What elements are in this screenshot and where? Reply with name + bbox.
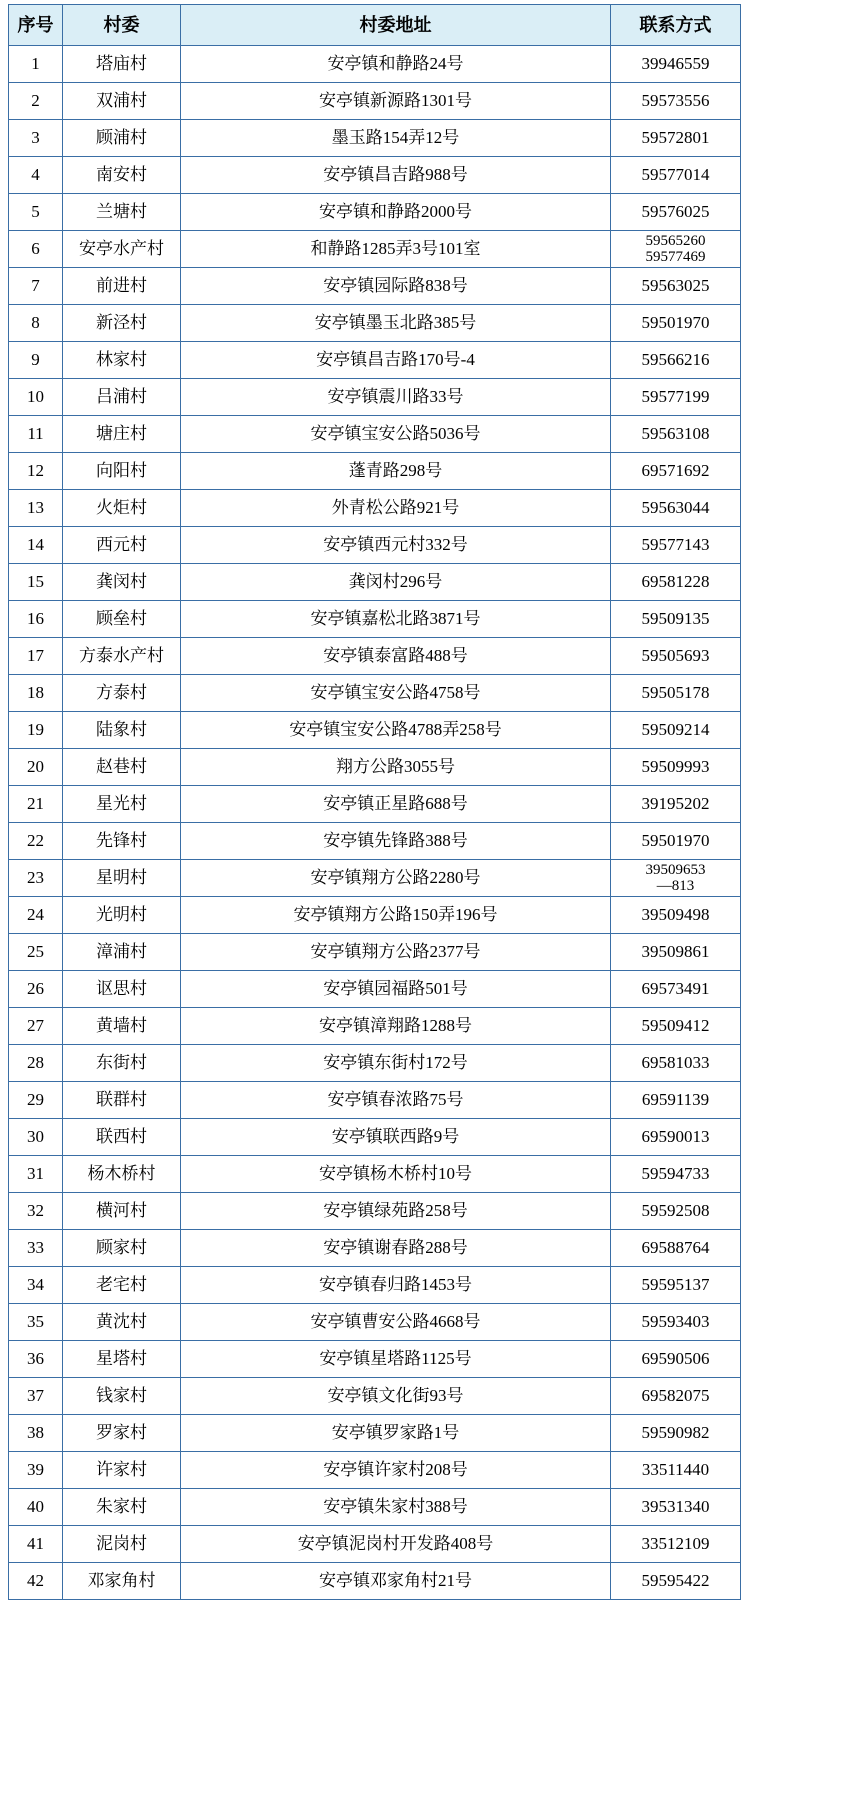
cell-village-address: 安亭镇文化街93号 — [181, 1378, 611, 1415]
cell-contact-phone: 59505178 — [611, 675, 741, 712]
cell-index: 25 — [9, 934, 63, 971]
cell-index: 2 — [9, 83, 63, 120]
cell-index: 10 — [9, 379, 63, 416]
cell-village-address: 安亭镇绿苑路258号 — [181, 1193, 611, 1230]
cell-contact-phone: 69591139 — [611, 1082, 741, 1119]
cell-village-address: 安亭镇邓家角村21号 — [181, 1563, 611, 1600]
cell-contact-phone: 59577199 — [611, 379, 741, 416]
phone-line: 59577469 — [645, 249, 706, 265]
cell-village-name: 联西村 — [63, 1119, 181, 1156]
cell-village-name: 顾家村 — [63, 1230, 181, 1267]
cell-village-name: 赵巷村 — [63, 749, 181, 786]
table-row — [9, 860, 741, 897]
cell-index: 16 — [9, 601, 63, 638]
table-row — [9, 342, 741, 379]
cell-village-name: 方泰村 — [63, 675, 181, 712]
phone-line: 39509653 — [645, 861, 706, 878]
table-row — [9, 157, 741, 194]
cell-village-name: 朱家村 — [63, 1489, 181, 1526]
cell-village-address: 安亭镇罗家路1号 — [181, 1415, 611, 1452]
cell-village-name: 东街村 — [63, 1045, 181, 1082]
table-row — [9, 1452, 741, 1489]
cell-village-name: 先锋村 — [63, 823, 181, 860]
cell-index: 22 — [9, 823, 63, 860]
cell-village-name: 兰塘村 — [63, 194, 181, 231]
table-body — [9, 46, 741, 1600]
cell-index: 18 — [9, 675, 63, 712]
cell-index: 15 — [9, 564, 63, 601]
cell-village-address: 安亭镇昌吉路170号-4 — [181, 342, 611, 379]
table-row — [9, 83, 741, 120]
cell-contact-phone — [611, 231, 741, 268]
cell-village-address: 安亭镇泥岗村开发路408号 — [181, 1526, 611, 1563]
table-row — [9, 1045, 741, 1082]
cell-village-name: 新泾村 — [63, 305, 181, 342]
cell-village-address: 安亭镇东街村172号 — [181, 1045, 611, 1082]
cell-village-address: 安亭镇和静路24号 — [181, 46, 611, 83]
cell-village-address: 安亭镇和静路2000号 — [181, 194, 611, 231]
cell-contact-phone: 59501970 — [611, 305, 741, 342]
cell-village-name: 漳浦村 — [63, 934, 181, 971]
cell-contact-phone: 39509498 — [611, 897, 741, 934]
cell-village-name: 邓家角村 — [63, 1563, 181, 1600]
table-row — [9, 120, 741, 157]
cell-village-name: 顾浦村 — [63, 120, 181, 157]
table-row — [9, 823, 741, 860]
table-row — [9, 675, 741, 712]
cell-contact-phone: 59592508 — [611, 1193, 741, 1230]
table-row — [9, 749, 741, 786]
cell-contact-phone: 69581033 — [611, 1045, 741, 1082]
cell-village-address: 安亭镇春浓路75号 — [181, 1082, 611, 1119]
cell-village-address: 外青松公路921号 — [181, 490, 611, 527]
cell-village-name: 双浦村 — [63, 83, 181, 120]
table-row — [9, 1267, 741, 1304]
cell-village-address: 和静路1285弄3号101室 — [181, 231, 611, 268]
table-row — [9, 1193, 741, 1230]
cell-contact-phone: 69582075 — [611, 1378, 741, 1415]
table-row — [9, 268, 741, 305]
cell-contact-phone: 59593403 — [611, 1304, 741, 1341]
table-row — [9, 934, 741, 971]
cell-contact-phone: 39531340 — [611, 1489, 741, 1526]
cell-village-name: 黄沈村 — [63, 1304, 181, 1341]
table-row — [9, 1378, 741, 1415]
cell-index: 9 — [9, 342, 63, 379]
table-row — [9, 379, 741, 416]
table-row — [9, 971, 741, 1008]
cell-village-name: 龚闵村 — [63, 564, 181, 601]
cell-index: 38 — [9, 1415, 63, 1452]
cell-index: 1 — [9, 46, 63, 83]
cell-village-name: 横河村 — [63, 1193, 181, 1230]
cell-index: 17 — [9, 638, 63, 675]
table-row — [9, 712, 741, 749]
cell-village-address: 安亭镇谢春路288号 — [181, 1230, 611, 1267]
cell-index: 26 — [9, 971, 63, 1008]
cell-village-address: 安亭镇漳翔路1288号 — [181, 1008, 611, 1045]
phone-line: —813 — [656, 878, 695, 894]
cell-contact-phone: 69571692 — [611, 453, 741, 490]
cell-village-address: 安亭镇墨玉北路385号 — [181, 305, 611, 342]
cell-village-name: 钱家村 — [63, 1378, 181, 1415]
cell-index: 11 — [9, 416, 63, 453]
cell-village-name: 安亭水产村 — [63, 231, 181, 268]
cell-contact-phone: 59577143 — [611, 527, 741, 564]
cell-village-address: 安亭镇先锋路388号 — [181, 823, 611, 860]
table-row — [9, 1526, 741, 1563]
cell-index: 37 — [9, 1378, 63, 1415]
cell-contact-phone: 59509412 — [611, 1008, 741, 1045]
cell-village-name: 星塔村 — [63, 1341, 181, 1378]
table-row — [9, 453, 741, 490]
cell-village-address: 安亭镇泰富路488号 — [181, 638, 611, 675]
cell-village-address: 安亭镇昌吉路988号 — [181, 157, 611, 194]
cell-village-name: 星光村 — [63, 786, 181, 823]
cell-index: 14 — [9, 527, 63, 564]
cell-index: 7 — [9, 268, 63, 305]
cell-village-address: 安亭镇翔方公路150弄196号 — [181, 897, 611, 934]
cell-contact-phone: 69573491 — [611, 971, 741, 1008]
cell-village-name: 讴思村 — [63, 971, 181, 1008]
cell-village-address: 安亭镇宝安公路4758号 — [181, 675, 611, 712]
cell-index: 13 — [9, 490, 63, 527]
cell-index: 19 — [9, 712, 63, 749]
cell-index: 31 — [9, 1156, 63, 1193]
cell-contact-phone: 69581228 — [611, 564, 741, 601]
column-header-village: 村委 — [63, 5, 181, 46]
table-row — [9, 46, 741, 83]
cell-contact-phone: 39509861 — [611, 934, 741, 971]
cell-village-name: 方泰水产村 — [63, 638, 181, 675]
cell-contact-phone: 39195202 — [611, 786, 741, 823]
cell-village-address: 安亭镇星塔路1125号 — [181, 1341, 611, 1378]
table-row — [9, 897, 741, 934]
cell-contact-phone: 59509135 — [611, 601, 741, 638]
table-row — [9, 1008, 741, 1045]
cell-contact-phone: 59572801 — [611, 120, 741, 157]
cell-index: 32 — [9, 1193, 63, 1230]
cell-index: 21 — [9, 786, 63, 823]
cell-contact-phone: 59509993 — [611, 749, 741, 786]
cell-contact-phone: 33511440 — [611, 1452, 741, 1489]
table-row — [9, 1082, 741, 1119]
cell-village-address: 安亭镇杨木桥村10号 — [181, 1156, 611, 1193]
cell-village-address: 翔方公路3055号 — [181, 749, 611, 786]
cell-index: 24 — [9, 897, 63, 934]
cell-village-name: 光明村 — [63, 897, 181, 934]
table-row — [9, 1156, 741, 1193]
table-row — [9, 601, 741, 638]
table-row — [9, 564, 741, 601]
cell-village-address: 安亭镇西元村332号 — [181, 527, 611, 564]
cell-village-name: 林家村 — [63, 342, 181, 379]
table-row — [9, 1415, 741, 1452]
cell-index: 29 — [9, 1082, 63, 1119]
cell-contact-phone: 59594733 — [611, 1156, 741, 1193]
table-row — [9, 1563, 741, 1600]
cell-index: 23 — [9, 860, 63, 897]
cell-village-address: 安亭镇曹安公路4668号 — [181, 1304, 611, 1341]
cell-index: 42 — [9, 1563, 63, 1600]
cell-contact-phone: 39946559 — [611, 46, 741, 83]
cell-contact-phone: 59563108 — [611, 416, 741, 453]
cell-index: 5 — [9, 194, 63, 231]
cell-index: 4 — [9, 157, 63, 194]
cell-village-name: 吕浦村 — [63, 379, 181, 416]
table-row — [9, 194, 741, 231]
cell-village-name: 陆象村 — [63, 712, 181, 749]
cell-index: 30 — [9, 1119, 63, 1156]
cell-village-address: 安亭镇园福路501号 — [181, 971, 611, 1008]
cell-contact-phone: 59501970 — [611, 823, 741, 860]
table-row — [9, 305, 741, 342]
cell-index: 35 — [9, 1304, 63, 1341]
cell-village-name: 许家村 — [63, 1452, 181, 1489]
cell-index: 12 — [9, 453, 63, 490]
cell-contact-phone: 69590506 — [611, 1341, 741, 1378]
table-row — [9, 527, 741, 564]
cell-contact-phone: 59590982 — [611, 1415, 741, 1452]
cell-village-name: 南安村 — [63, 157, 181, 194]
table-row — [9, 490, 741, 527]
cell-village-name: 塘庄村 — [63, 416, 181, 453]
cell-contact-phone: 59505693 — [611, 638, 741, 675]
cell-village-address: 安亭镇正星路688号 — [181, 786, 611, 823]
cell-index: 27 — [9, 1008, 63, 1045]
cell-index: 6 — [9, 231, 63, 268]
column-header-index: 序号 — [9, 5, 63, 46]
cell-index: 28 — [9, 1045, 63, 1082]
cell-index: 41 — [9, 1526, 63, 1563]
cell-village-address: 安亭镇联西路9号 — [181, 1119, 611, 1156]
cell-contact-phone: 59563044 — [611, 490, 741, 527]
cell-village-name: 火炬村 — [63, 490, 181, 527]
table-row — [9, 1341, 741, 1378]
cell-village-name: 联群村 — [63, 1082, 181, 1119]
cell-village-name: 西元村 — [63, 527, 181, 564]
cell-village-address: 安亭镇许家村208号 — [181, 1452, 611, 1489]
table-row — [9, 416, 741, 453]
cell-village-name: 杨木桥村 — [63, 1156, 181, 1193]
cell-contact-phone: 59566216 — [611, 342, 741, 379]
cell-index: 8 — [9, 305, 63, 342]
cell-contact-phone: 59573556 — [611, 83, 741, 120]
cell-contact-phone — [611, 860, 741, 897]
cell-village-name: 顾垒村 — [63, 601, 181, 638]
cell-village-address: 安亭镇宝安公路4788弄258号 — [181, 712, 611, 749]
cell-village-address: 安亭镇宝安公路5036号 — [181, 416, 611, 453]
cell-village-address: 安亭镇震川路33号 — [181, 379, 611, 416]
cell-village-address: 安亭镇春归路1453号 — [181, 1267, 611, 1304]
cell-index: 40 — [9, 1489, 63, 1526]
column-header-address: 村委地址 — [181, 5, 611, 46]
cell-contact-phone: 69590013 — [611, 1119, 741, 1156]
cell-contact-phone: 59563025 — [611, 268, 741, 305]
cell-village-name: 前进村 — [63, 268, 181, 305]
cell-village-address: 龚闵村296号 — [181, 564, 611, 601]
table-row — [9, 786, 741, 823]
cell-village-address: 安亭镇翔方公路2377号 — [181, 934, 611, 971]
table-row — [9, 638, 741, 675]
column-header-phone: 联系方式 — [611, 5, 741, 46]
cell-contact-phone: 59576025 — [611, 194, 741, 231]
cell-index: 39 — [9, 1452, 63, 1489]
table-row — [9, 1304, 741, 1341]
village-contact-table — [8, 4, 741, 1600]
table-header — [9, 5, 741, 46]
cell-village-address: 蓬青路298号 — [181, 453, 611, 490]
cell-village-name: 罗家村 — [63, 1415, 181, 1452]
cell-contact-phone: 59577014 — [611, 157, 741, 194]
cell-village-address: 安亭镇园际路838号 — [181, 268, 611, 305]
cell-index: 36 — [9, 1341, 63, 1378]
cell-village-address: 安亭镇嘉松北路3871号 — [181, 601, 611, 638]
cell-village-name: 泥岗村 — [63, 1526, 181, 1563]
cell-contact-phone: 33512109 — [611, 1526, 741, 1563]
table-header-row — [9, 5, 741, 46]
table-row — [9, 231, 741, 268]
cell-village-name: 向阳村 — [63, 453, 181, 490]
cell-contact-phone: 59509214 — [611, 712, 741, 749]
cell-index: 20 — [9, 749, 63, 786]
cell-village-name: 老宅村 — [63, 1267, 181, 1304]
table-row — [9, 1119, 741, 1156]
cell-index: 33 — [9, 1230, 63, 1267]
cell-village-address: 安亭镇翔方公路2280号 — [181, 860, 611, 897]
cell-village-address: 墨玉路154弄12号 — [181, 120, 611, 157]
cell-index: 34 — [9, 1267, 63, 1304]
cell-village-name: 黄墙村 — [63, 1008, 181, 1045]
cell-contact-phone: 69588764 — [611, 1230, 741, 1267]
phone-line: 59565260 — [645, 232, 706, 249]
table-row — [9, 1489, 741, 1526]
cell-village-name: 塔庙村 — [63, 46, 181, 83]
cell-index: 3 — [9, 120, 63, 157]
cell-contact-phone: 59595422 — [611, 1563, 741, 1600]
table-row — [9, 1230, 741, 1267]
cell-contact-phone: 59595137 — [611, 1267, 741, 1304]
cell-village-name: 星明村 — [63, 860, 181, 897]
cell-village-address: 安亭镇新源路1301号 — [181, 83, 611, 120]
cell-village-address: 安亭镇朱家村388号 — [181, 1489, 611, 1526]
